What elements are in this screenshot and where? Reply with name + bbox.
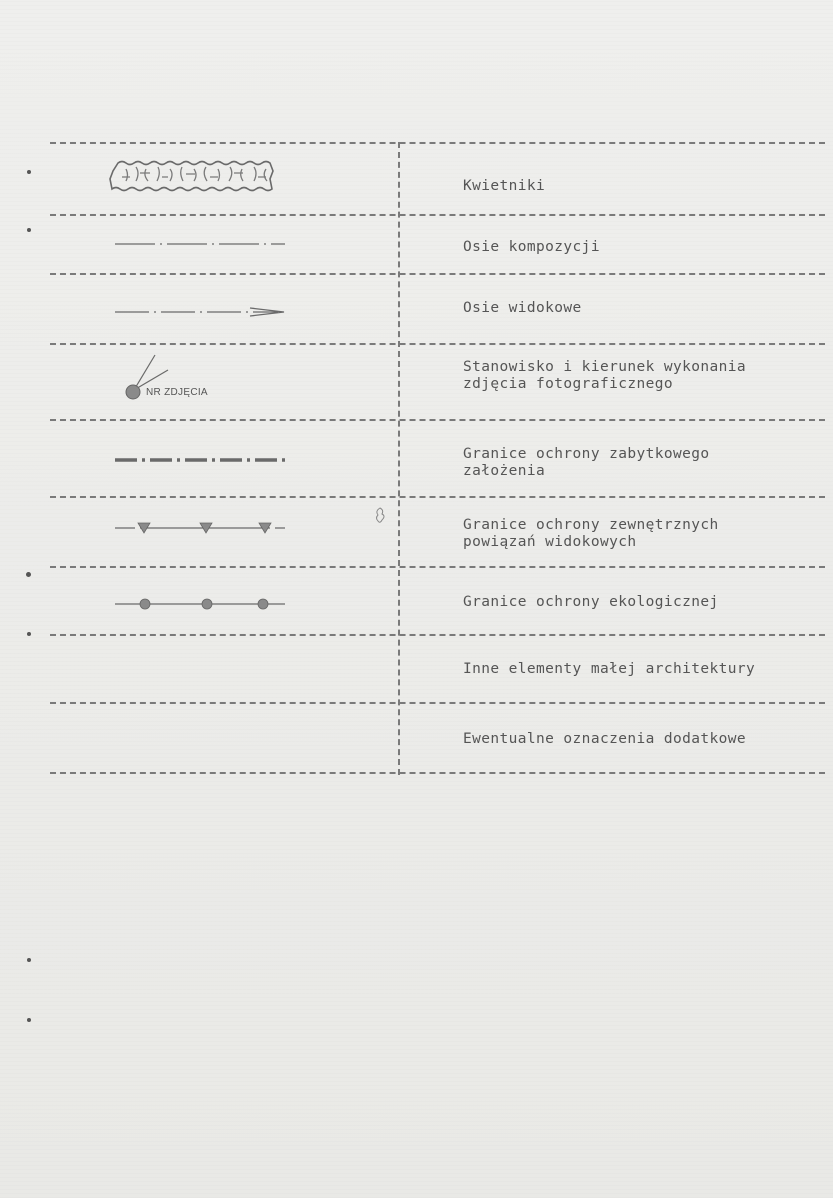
legend-label-granice-zabytkowego (463, 446, 823, 480)
legend-label-ewentualne (463, 731, 823, 748)
label-line: Osie widokowe (463, 300, 582, 316)
row-divider (50, 634, 825, 636)
triangle-line-symbol (100, 520, 300, 536)
margin-mark (27, 170, 31, 174)
flowerbed-hatch-symbol (100, 155, 300, 195)
margin-mark (26, 572, 31, 577)
row-divider (50, 214, 825, 216)
row-divider (50, 566, 825, 568)
label-line: Kwietniki (463, 178, 546, 194)
heavy-dash-dot-line-symbol (100, 454, 300, 466)
row-divider (50, 273, 825, 275)
label-line: Stanowisko i kierunek wykonania (463, 359, 747, 375)
legend-label-granice-ekologicznej (463, 594, 823, 611)
row-divider (50, 496, 825, 498)
label-line: Inne elementy małej architektury (463, 661, 756, 677)
margin-mark (27, 958, 31, 962)
camera-station-symbol (100, 350, 300, 410)
legend-label-osie-widokowe (463, 300, 823, 317)
legend-label-kwietniki (463, 178, 823, 195)
row-divider (50, 772, 825, 774)
row-divider (50, 142, 825, 144)
row-divider (50, 702, 825, 704)
row-divider (50, 343, 825, 345)
photo-number-label: NR ZDJĘCIA (146, 387, 208, 398)
label-line: założenia (463, 463, 546, 479)
legend-label-inne-elementy (463, 661, 823, 678)
label-line: Granice ochrony zewnętrznych (463, 517, 719, 533)
ink-blot (374, 506, 388, 526)
label-line: Granice ochrony ekologicznej (463, 594, 719, 610)
legend-label-stanowisko (463, 359, 823, 393)
arrow-line-symbol (100, 304, 300, 320)
margin-mark (27, 632, 31, 636)
label-line: powiązań widokowych (463, 534, 637, 550)
dash-dot-line-symbol (100, 238, 300, 250)
column-divider (398, 142, 400, 775)
label-line: Ewentualne oznaczenia dodatkowe (463, 731, 747, 747)
circle-line-symbol (100, 596, 300, 612)
label-line: Granice ochrony zabytkowego (463, 446, 710, 462)
label-line: Osie kompozycji (463, 239, 600, 255)
label-line: zdjęcia fotograficznego (463, 376, 673, 392)
margin-mark (27, 1018, 31, 1022)
legend-label-granice-widokowych (463, 517, 823, 551)
margin-mark (27, 228, 31, 232)
legend-label-osie-kompozycji (463, 239, 823, 256)
row-divider (50, 419, 825, 421)
